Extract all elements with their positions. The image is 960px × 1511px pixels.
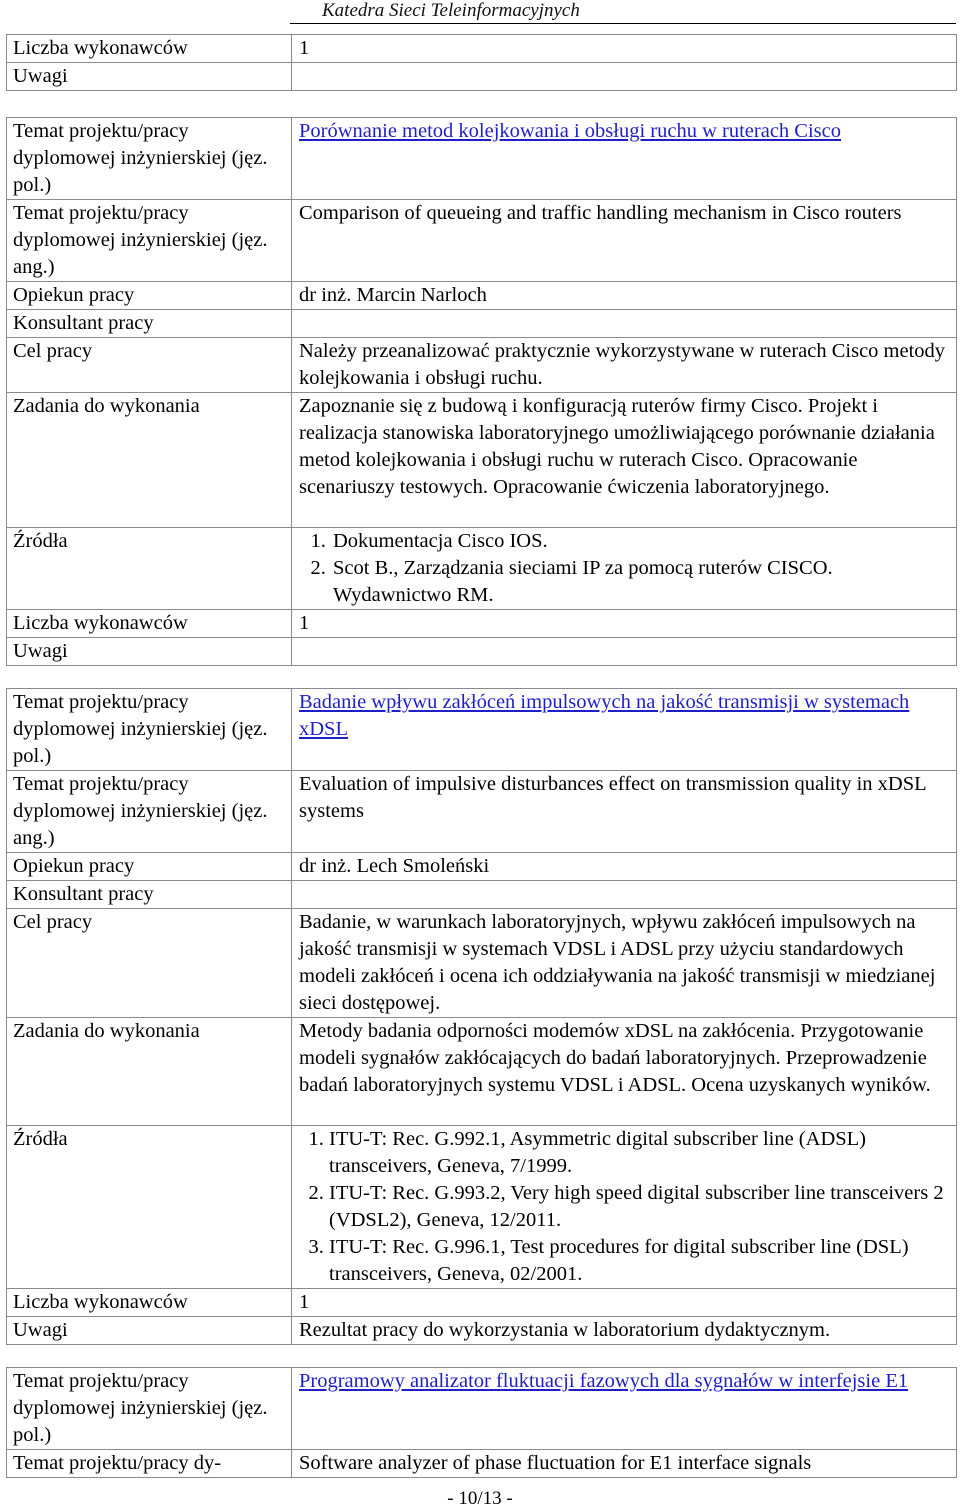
remarks-value [292, 63, 957, 91]
executors-value: 1 [292, 610, 957, 638]
goal-value: Należy przeanalizować praktycznie wykorzystywane w ruterach Cisco metody kolejkowania i obsługi ruchu. [292, 338, 957, 393]
tasks-label: Zadania do wykonania [7, 1018, 292, 1126]
source-item: 2. Scot B., Zarządzania sieciami IP za pomocą ruterów CISCO. Wydawnictwo RM. [331, 555, 952, 609]
consultant-label: Konsultant pracy [7, 310, 292, 338]
supervisor-value: dr inż. Lech Smoleński [292, 853, 957, 881]
goal-value: Badanie, w warunkach laboratoryjnych, wpływu zakłóceń impulsowych na jakość transmisji w systemach VDSL i ADSL przy użyciu standardowych modeli zakłóceń i ocena ich oddziaływania na jakość transmisji w miedzianej sieci dostępowej. [292, 909, 957, 1018]
topic-en-value: Comparison of queueing and traffic handling mechanism in Cisco routers [292, 200, 957, 282]
consultant-value [292, 310, 957, 338]
topic-en-label: Temat projektu/pracy dy- [7, 1450, 292, 1478]
tasks-value: Zapoznanie się z budową i konfiguracją ruterów firmy Cisco. Projekt i realizacja stanowiska laboratoryjnego umożliwiającego porównanie działania metod kolejkowania i obsługi ruchu w ruterach Cisco. Opracowanie scenariuszy testowych. Opracowanie ćwiczenia laboratoryjnego. [292, 393, 957, 528]
topic-pl-link[interactable]: Porównanie metod kolejkowania i obsługi ruchu w ruterach Cisco [299, 120, 841, 142]
topic-en-value: Evaluation of impulsive disturbances effect on transmission quality in xDSL systems [292, 771, 957, 853]
goal-label: Cel pracy [7, 338, 292, 393]
executors-label: Liczba wykonawców [7, 1289, 292, 1317]
goal-label: Cel pracy [7, 909, 292, 1018]
sources-list [299, 1126, 952, 1288]
topic-pl-link[interactable]: Badanie wpływu zakłóceń impulsowych na jakość transmisji w systemach xDSL [299, 691, 910, 740]
remarks-label: Uwagi [7, 638, 292, 666]
supervisor-label: Opiekun pracy [7, 282, 292, 310]
supervisor-label: Opiekun pracy [7, 853, 292, 881]
project-record-2 [6, 688, 957, 1345]
topic-pl-label: Temat projektu/pracy dyplomowej inżynierskiej (jęz. pol.) [7, 118, 292, 200]
remarks-label: Uwagi [7, 1317, 292, 1345]
topic-pl-label: Temat projektu/pracy dyplomowej inżynierskiej (jęz. pol.) [7, 1368, 292, 1450]
page-header: Katedra Sieci Teleinformacyjnych [322, 0, 580, 21]
executors-label: Liczba wykonawców [7, 35, 292, 63]
executors-label: Liczba wykonawców [7, 610, 292, 638]
executors-value: 1 [292, 35, 957, 63]
topic-pl-label: Temat projektu/pracy dyplomowej inżynierskiej (jęz. pol.) [7, 689, 292, 771]
topic-en-value: Software analyzer of phase fluctuation for E1 interface signals [292, 1450, 957, 1478]
source-item: 3. ITU-T: Rec. G.996.1, Test procedures for digital subscriber line (DSL) transceivers, Geneva, 02/2001. [329, 1234, 952, 1288]
record-fragment-top [6, 34, 957, 91]
consultant-value [292, 881, 957, 909]
remarks-value: Rezultat pracy do wykorzystania w laboratorium dydaktycznym. [292, 1317, 957, 1345]
sources-label: Źródła [7, 1126, 292, 1289]
topic-en-label: Temat projektu/pracy dyplomowej inżynierskiej (jęz. ang.) [7, 200, 292, 282]
page-number: - 10/13 - [447, 1488, 513, 1509]
remarks-value [292, 638, 957, 666]
consultant-label: Konsultant pracy [7, 881, 292, 909]
executors-value: 1 [292, 1289, 957, 1317]
sources-label: Źródła [7, 528, 292, 610]
remarks-label: Uwagi [7, 63, 292, 91]
project-record-3 [6, 1367, 957, 1478]
supervisor-value: dr inż. Marcin Narloch [292, 282, 957, 310]
tasks-value: Metody badania odporności modemów xDSL na zakłócenia. Przygotowanie modeli sygnałów zakłócających do badań laboratoryjnych. Przeprowadzenie badań laboratoryjnych systemu VDSL i ADSL. Ocena uzyskanych wyników. [292, 1018, 957, 1126]
source-item: 1. Dokumentacja Cisco IOS. [331, 528, 952, 555]
topic-en-label: Temat projektu/pracy dyplomowej inżynierskiej (jęz. ang.) [7, 771, 292, 853]
source-item: 2. ITU-T: Rec. G.993.2, Very high speed digital subscriber line transceivers 2 (VDSL2), Geneva, 12/2011. [329, 1180, 952, 1234]
project-record-1 [6, 117, 957, 666]
tasks-label: Zadania do wykonania [7, 393, 292, 528]
sources-list [299, 528, 952, 609]
source-item: 1. ITU-T: Rec. G.992.1, Asymmetric digital subscriber line (ADSL) transceivers, Geneva, 7/1999. [329, 1126, 952, 1180]
header-rule [290, 23, 956, 24]
topic-pl-link[interactable]: Programowy analizator fluktuacji fazowych dla sygnałów w interfejsie E1 [299, 1370, 909, 1392]
